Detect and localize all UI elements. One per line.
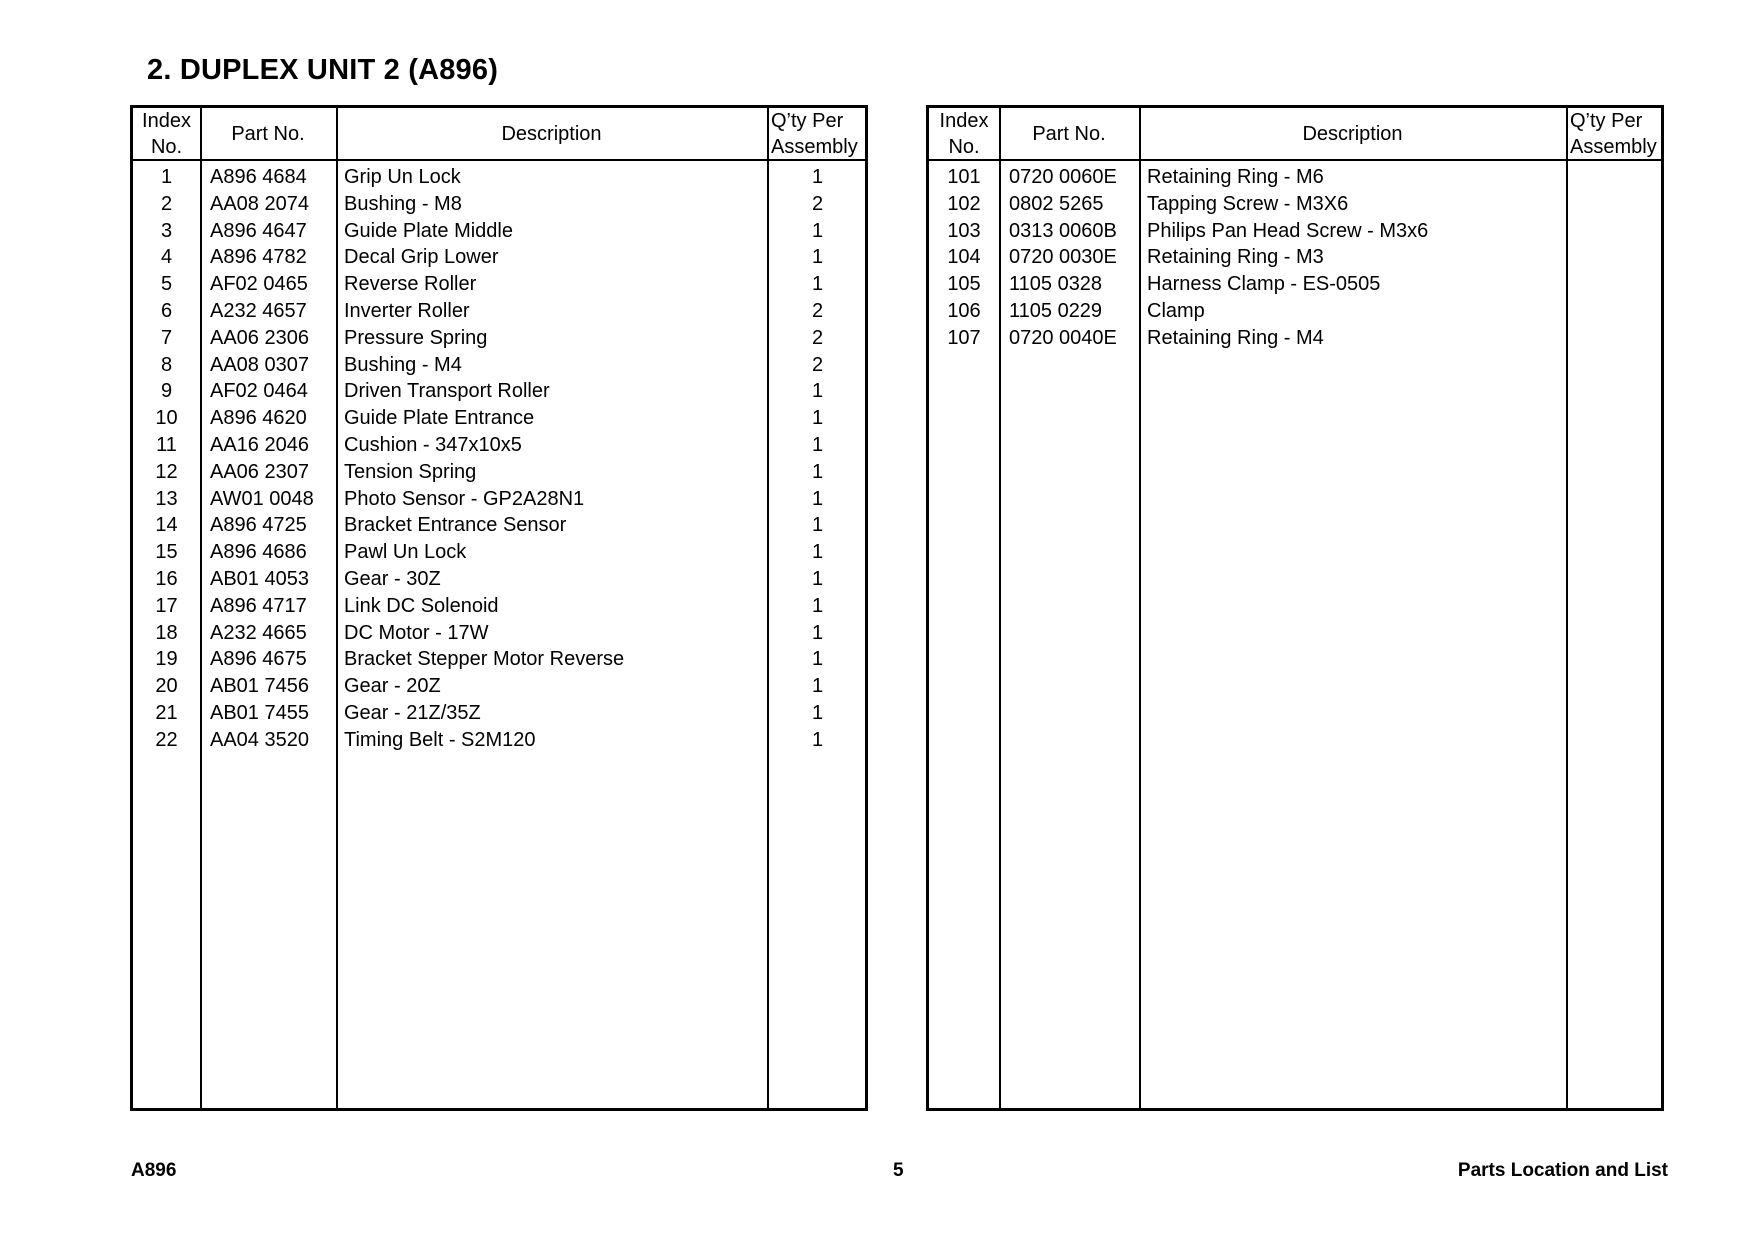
cell-description: Bushing - M4 — [344, 353, 462, 376]
cell-description: Philips Pan Head Screw - M3x6 — [1147, 219, 1429, 242]
table-row — [133, 593, 865, 620]
cell-part-no: 1105 0229 — [1009, 299, 1103, 322]
cell-description: Link DC Solenoid — [344, 594, 499, 617]
header-qty: Q’ty Per Assembly — [1570, 109, 1657, 158]
table-row — [133, 244, 865, 271]
cell-description: Guide Plate Entrance — [344, 407, 535, 430]
cell-qty: 2 — [811, 192, 824, 215]
table-row — [133, 700, 865, 727]
table-row — [133, 218, 865, 245]
cell-index: 17 — [155, 594, 178, 617]
cell-description: Retaining Ring - M4 — [1147, 326, 1324, 349]
cell-index: 8 — [160, 353, 173, 376]
cell-part-no: 0720 0040E — [1009, 326, 1117, 349]
cell-index: 7 — [160, 326, 173, 349]
cell-part-no: AA08 2074 — [210, 192, 309, 215]
table-row — [133, 620, 865, 647]
cell-qty: 2 — [811, 299, 824, 322]
cell-description: Tapping Screw - M3X6 — [1147, 192, 1349, 215]
cell-index: 104 — [947, 246, 981, 269]
cell-index: 3 — [160, 219, 173, 242]
cell-description: DC Motor - 17W — [344, 621, 489, 644]
cell-part-no: AA06 2306 — [210, 326, 309, 349]
parts-table-left — [130, 105, 868, 1111]
cell-description: Grip Un Lock — [344, 166, 461, 188]
table-row — [133, 727, 865, 754]
table-row — [929, 271, 1661, 298]
table-row — [133, 191, 865, 218]
cell-qty: 1 — [811, 701, 824, 724]
table-row — [133, 539, 865, 566]
cell-index: 22 — [155, 728, 178, 751]
table-row — [929, 164, 1661, 191]
cell-part-no: A896 4725 — [210, 514, 307, 537]
table-row — [133, 646, 865, 673]
cell-part-no: 0802 5265 — [1009, 192, 1104, 215]
cell-description: Pressure Spring — [344, 326, 488, 349]
table-row — [133, 673, 865, 700]
table-row — [133, 271, 865, 298]
table-row — [133, 566, 865, 593]
cell-part-no: AA06 2307 — [210, 460, 309, 483]
cell-qty: 1 — [811, 541, 824, 564]
table-row — [133, 298, 865, 325]
cell-part-no: AB01 4053 — [210, 567, 309, 590]
cell-description: Gear - 30Z — [344, 567, 441, 590]
table-row — [133, 405, 865, 432]
cell-index: 4 — [160, 246, 173, 269]
cell-index: 6 — [160, 299, 173, 322]
cell-description: Inverter Roller — [344, 299, 470, 322]
cell-description: Reverse Roller — [344, 273, 477, 296]
cell-description: Gear - 20Z — [344, 675, 441, 698]
footer-section: Parts Location and List — [1457, 1160, 1668, 1181]
cell-qty: 1 — [811, 621, 824, 644]
header-description: Description — [1302, 122, 1403, 145]
table-row — [133, 486, 865, 513]
cell-part-no: A896 4647 — [210, 219, 307, 242]
page-title: 2. DUPLEX UNIT 2 (A896) — [147, 54, 499, 86]
cell-qty: 1 — [811, 675, 824, 698]
cell-index: 12 — [155, 460, 178, 483]
cell-part-no: 0720 0030E — [1009, 246, 1117, 269]
header-part-no: Part No. — [1032, 122, 1106, 145]
cell-description: Gear - 21Z/35Z — [344, 701, 481, 724]
cell-index: 102 — [947, 192, 981, 215]
cell-qty: 1 — [811, 594, 824, 617]
table-row — [929, 298, 1661, 325]
footer-model: A896 — [131, 1160, 177, 1181]
cell-index: 19 — [155, 648, 178, 671]
table-row — [929, 218, 1661, 245]
cell-part-no: AB01 7456 — [210, 675, 309, 698]
cell-part-no: A232 4665 — [210, 621, 307, 644]
table-row — [133, 352, 865, 379]
table-row — [929, 244, 1661, 271]
header-index: Index No. — [142, 109, 191, 158]
cell-description: Retaining Ring - M3 — [1147, 246, 1324, 269]
cell-part-no: 0720 0060E — [1009, 166, 1117, 188]
cell-part-no: AF02 0464 — [210, 380, 308, 403]
table-body-left — [133, 164, 865, 754]
parts-table-right — [926, 105, 1664, 1111]
cell-index: 101 — [947, 166, 981, 188]
cell-description: Bracket Stepper Motor Reverse — [344, 648, 625, 671]
table-row — [929, 325, 1661, 352]
cell-part-no: AA04 3520 — [210, 728, 309, 751]
cell-qty: 1 — [811, 433, 824, 456]
cell-qty: 1 — [811, 219, 824, 242]
cell-description: Clamp — [1147, 299, 1205, 322]
cell-index: 2 — [160, 192, 173, 215]
header-part-no: Part No. — [231, 122, 305, 145]
cell-description: Harness Clamp - ES-0505 — [1147, 273, 1381, 296]
table-row — [133, 164, 865, 191]
table-body-right — [929, 164, 1661, 352]
table-row — [133, 325, 865, 352]
cell-part-no: AA16 2046 — [210, 433, 309, 456]
table-row — [133, 459, 865, 486]
table-row — [133, 378, 865, 405]
cell-qty: 1 — [811, 514, 824, 537]
cell-index: 20 — [155, 675, 178, 698]
cell-index: 10 — [155, 407, 178, 430]
cell-qty: 1 — [811, 487, 824, 510]
cell-qty: 2 — [811, 353, 824, 376]
cell-part-no: A896 4717 — [210, 594, 307, 617]
cell-description: Bracket Entrance Sensor — [344, 514, 567, 537]
cell-part-no: A232 4657 — [210, 299, 307, 322]
cell-description: Timing Belt - S2M120 — [344, 728, 536, 751]
header-index: Index No. — [939, 109, 989, 158]
cell-qty: 1 — [811, 273, 824, 296]
cell-part-no: A896 4782 — [210, 246, 307, 269]
cell-part-no: A896 4686 — [210, 541, 307, 564]
header-divider — [929, 159, 1661, 161]
cell-index: 21 — [155, 701, 178, 724]
cell-index: 9 — [160, 380, 173, 403]
cell-qty: 1 — [811, 460, 824, 483]
cell-part-no: AW01 0048 — [210, 487, 314, 510]
cell-index: 103 — [947, 219, 981, 242]
cell-index: 16 — [155, 567, 178, 590]
cell-index: 11 — [156, 433, 177, 456]
cell-index: 107 — [947, 326, 981, 349]
cell-qty: 1 — [811, 246, 824, 269]
cell-index: 105 — [947, 273, 981, 296]
header-qty: Q’ty Per Assembly — [771, 109, 858, 158]
cell-part-no: A896 4620 — [210, 407, 307, 430]
cell-description: Pawl Un Lock — [344, 541, 467, 564]
cell-description: Tension Spring — [344, 460, 477, 483]
cell-qty: 1 — [811, 648, 824, 671]
cell-qty: 2 — [811, 326, 824, 349]
cell-part-no: 0313 0060B — [1009, 219, 1117, 242]
header-divider — [133, 159, 865, 161]
cell-description: Guide Plate Middle — [344, 219, 513, 242]
cell-index: 1 — [160, 166, 173, 188]
cell-description: Decal Grip Lower — [344, 246, 499, 269]
cell-part-no: A896 4675 — [210, 648, 307, 671]
cell-description: Cushion - 347x10x5 — [344, 433, 522, 456]
cell-index: 106 — [947, 299, 981, 322]
cell-description: Retaining Ring - M6 — [1147, 166, 1324, 188]
table-row — [929, 191, 1661, 218]
cell-part-no: AB01 7455 — [210, 701, 309, 724]
table-row — [133, 432, 865, 459]
cell-description: Bushing - M8 — [344, 192, 462, 215]
cell-qty: 1 — [811, 380, 824, 403]
cell-qty: 1 — [811, 567, 824, 590]
cell-index: 5 — [160, 273, 173, 296]
cell-description: Photo Sensor - GP2A28N1 — [344, 487, 585, 510]
cell-index: 15 — [155, 541, 178, 564]
footer-page-number: 5 — [893, 1160, 904, 1181]
cell-qty: 1 — [811, 728, 824, 751]
cell-part-no: AA08 0307 — [210, 353, 309, 376]
cell-description: Driven Transport Roller — [344, 380, 550, 403]
cell-index: 18 — [155, 621, 178, 644]
cell-qty: 1 — [811, 407, 824, 430]
table-row — [133, 512, 865, 539]
header-description: Description — [501, 122, 602, 145]
cell-part-no: AF02 0465 — [210, 273, 308, 296]
cell-part-no: A896 4684 — [210, 166, 307, 188]
cell-index: 13 — [155, 487, 178, 510]
cell-index: 14 — [155, 514, 178, 537]
cell-qty: 1 — [811, 166, 824, 188]
cell-part-no: 1105 0328 — [1009, 273, 1103, 296]
